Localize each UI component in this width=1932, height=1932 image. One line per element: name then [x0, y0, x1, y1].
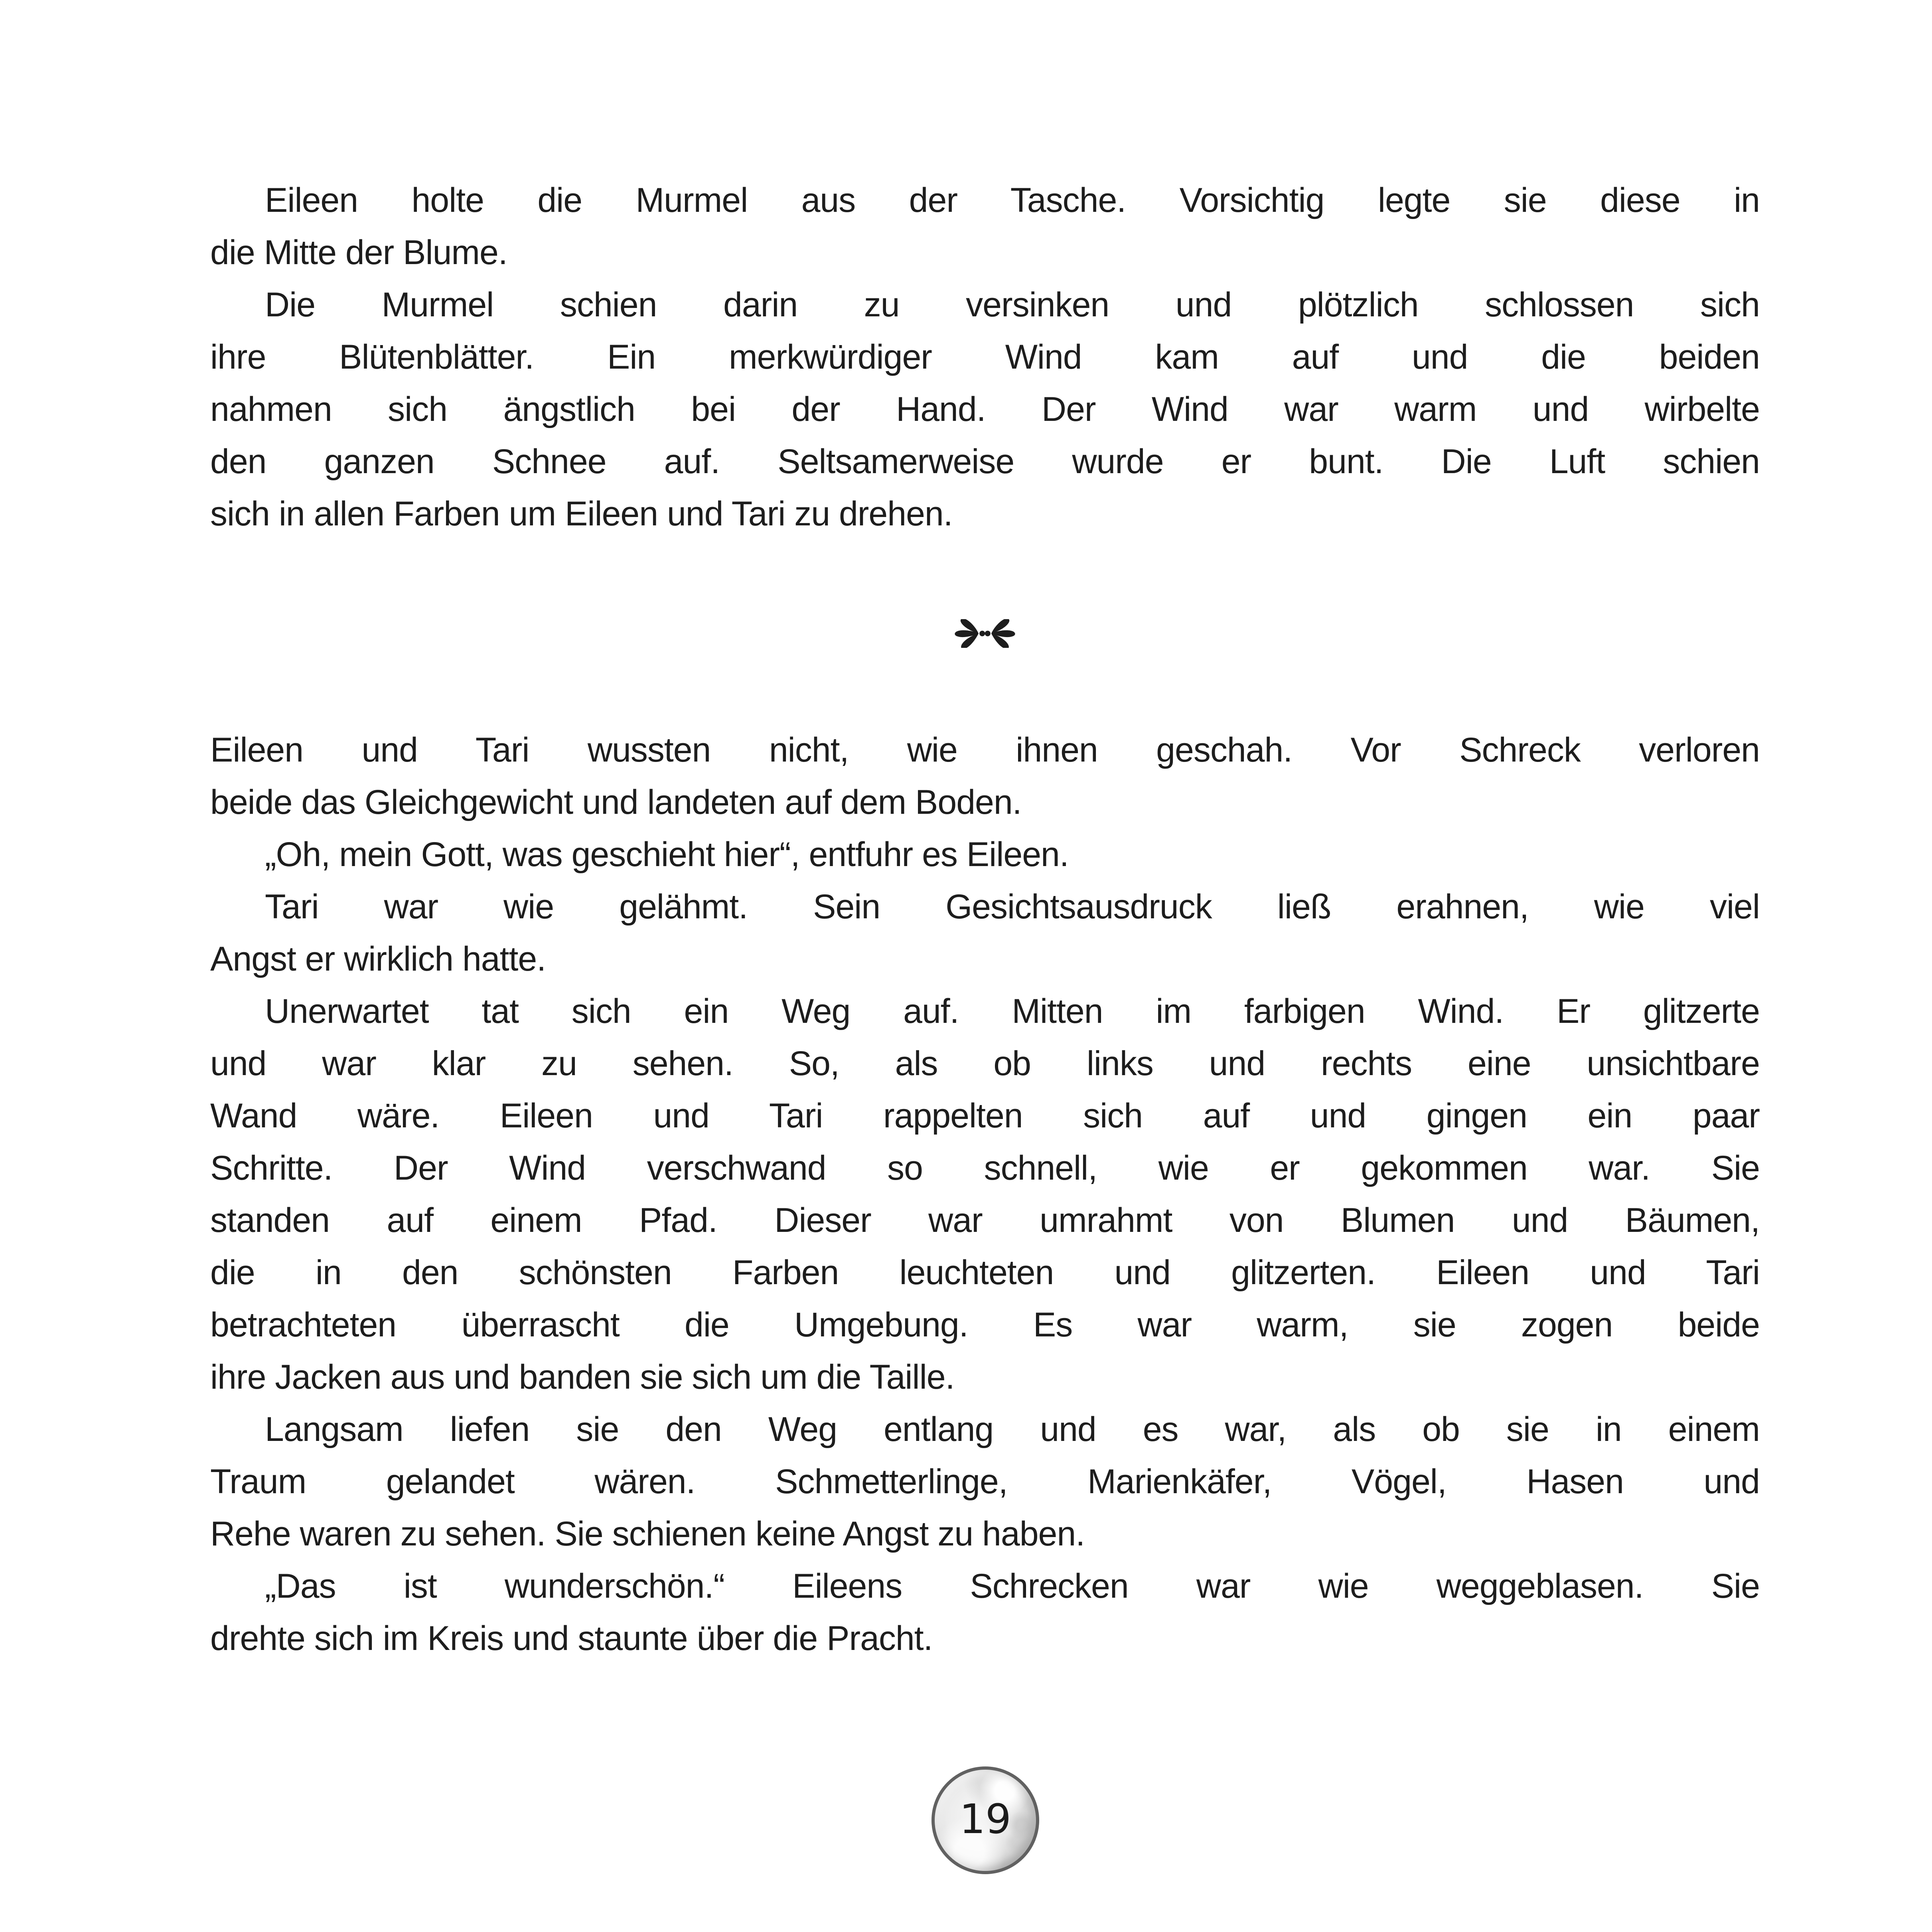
text-line: Unerwartet tat sich ein Weg auf. Mitten im farbigen Wind. Er glitzerte	[265, 992, 1760, 1030]
text-line: Tari war wie gelähmt. Sein Gesichtsausdruck ließ erahnen, wie viel	[265, 888, 1760, 926]
text-line: Langsam liefen sie den Weg entlang und es war, als ob sie in einem	[265, 1410, 1760, 1449]
page-number: 19	[959, 1796, 1011, 1843]
text-line: Wand wäre. Eileen und Tari rappelten sich auf und gingen ein paar	[210, 1097, 1760, 1135]
text-line: nahmen sich ängstlich bei der Hand. Der Wind war warm und wirbelte	[210, 390, 1760, 428]
text-line: ihre Jacken aus und banden sie sich um die Taille.	[210, 1358, 955, 1396]
story-section-1	[210, 174, 1760, 540]
text-line: ihre Blütenblätter. Ein merkwürdiger Wind kam auf und die beiden	[210, 338, 1760, 376]
text-line: Eileen und Tari wussten nicht, wie ihnen geschah. Vor Schreck verloren	[210, 731, 1760, 769]
text-line: Angst er wirklich hatte.	[210, 940, 546, 978]
text-line: drehte sich im Kreis und staunte über die Pracht.	[210, 1619, 933, 1658]
text-line: sich in allen Farben um Eileen und Tari zu drehen.	[210, 495, 953, 533]
paragraph	[210, 1403, 1760, 1560]
paragraph	[210, 985, 1760, 1403]
text-line: Rehe waren zu sehen. Sie schienen keine Angst zu haben.	[210, 1515, 1085, 1553]
text-line: die Mitte der Blume.	[210, 233, 507, 272]
paragraph	[210, 1560, 1760, 1665]
text-line: betrachteten überrascht die Umgebung. Es war warm, sie zogen beide	[210, 1306, 1760, 1344]
text-line: die in den schönsten Farben leuchteten und glitzerten. Eileen und Tari	[210, 1253, 1760, 1292]
text-line: „Das ist wunderschön.“ Eileens Schrecken war wie weggeblasen. Sie	[265, 1567, 1760, 1605]
text-line: Traum gelandet wären. Schmetterlinge, Marienkäfer, Vögel, Hasen und	[210, 1462, 1760, 1501]
text-line: standen auf einem Pfad. Dieser war umrahmt von Blumen und Bäumen,	[210, 1201, 1760, 1239]
text-line: „Oh, mein Gott, was geschieht hier“, entfuhr es Eileen.	[265, 835, 1069, 874]
story-section-2	[210, 724, 1760, 1665]
text-line: Eileen holte die Murmel aus der Tasche. Vorsichtig legte sie diese in	[265, 181, 1760, 219]
paragraph	[210, 829, 1760, 881]
text-line: den ganzen Schnee auf. Seltsamerweise wurde er bunt. Die Luft schien	[210, 442, 1760, 481]
text-line: und war klar zu sehen. So, als ob links und rechts eine unsichtbare	[210, 1044, 1760, 1083]
scene-break-divider	[210, 619, 1760, 648]
paragraph	[210, 881, 1760, 985]
paragraph	[210, 724, 1760, 829]
paragraph	[210, 279, 1760, 540]
text-line: beide das Gleichgewicht und landeten auf dem Boden.	[210, 783, 1022, 821]
fleuron-ornament-icon	[953, 619, 1017, 648]
marble-page-number-badge	[931, 1766, 1039, 1874]
text-line: Schritte. Der Wind verschwand so schnell, wie er gekommen war. Sie	[210, 1149, 1760, 1187]
paragraph	[210, 174, 1760, 279]
text-line: Die Murmel schien darin zu versinken und plötzlich schlossen sich	[265, 286, 1760, 324]
